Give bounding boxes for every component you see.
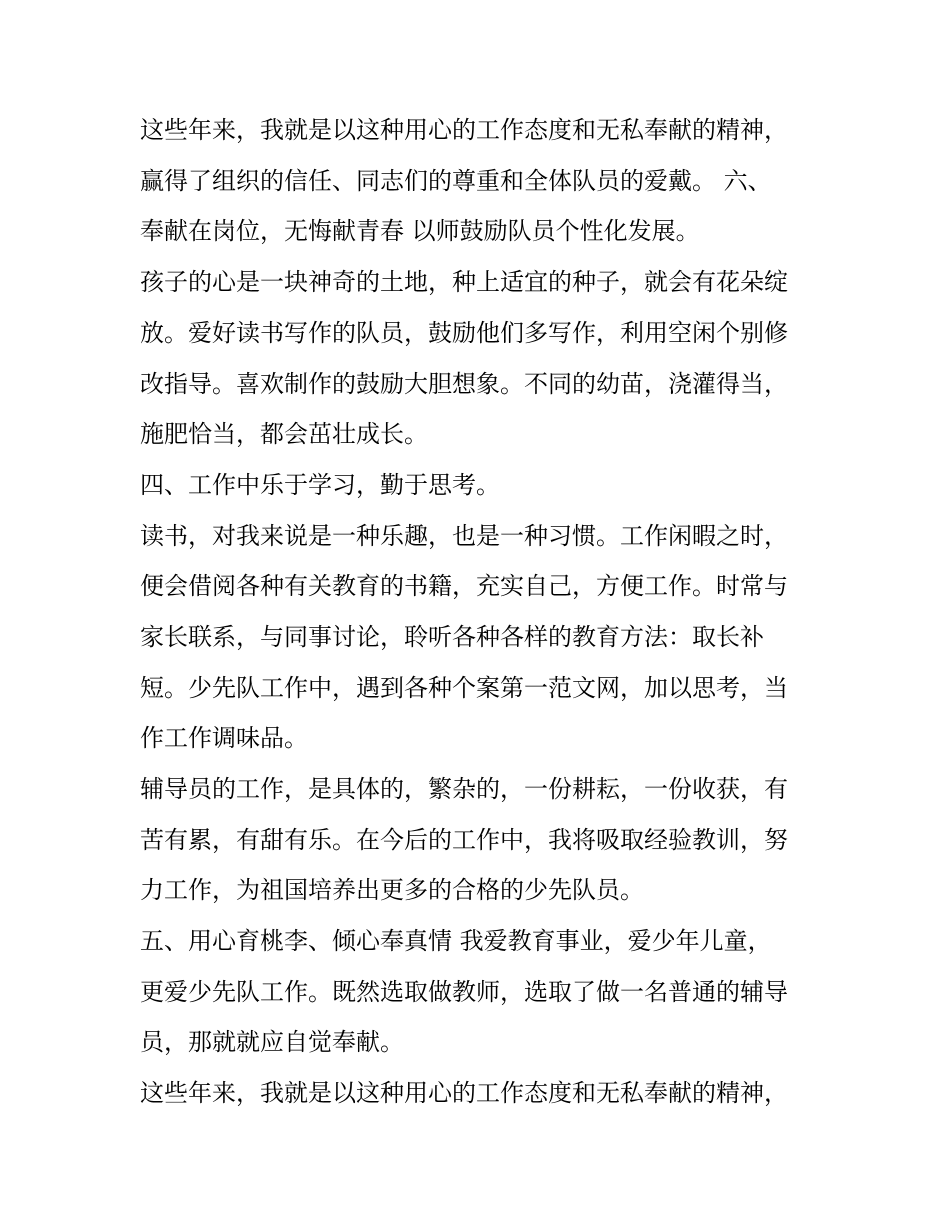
- text-line: 施肥恰当，都会茁壮成长。: [140, 420, 428, 448]
- text-line: 苦有累，有甜有乐。在今后的工作中，我将吸取经验教训，努: [140, 826, 788, 854]
- text-line: 便会借阅各种有关教育的书籍，充实自己，方便工作。时常与: [140, 572, 788, 600]
- section-heading: 五、用心育桃李、倾心奉真情 我爱教育事业，爱少年儿童，: [140, 927, 772, 955]
- text-line: 员，那就就应自觉奉献。: [140, 1028, 404, 1056]
- text-line: 改指导。喜欢制作的鼓励大胆想象。不同的幼苗，浇灌得当，: [140, 370, 788, 398]
- text-line: 作工作调味品。: [140, 724, 308, 752]
- text-line: 这些年来，我就是以这种用心的工作态度和无私奉献的精神，: [140, 116, 788, 144]
- text-line: 辅导员的工作，是具体的，繁杂的，一份耕耘，一份收获，有: [140, 775, 788, 803]
- text-line: 孩子的心是一块神奇的土地，种上适宜的种子，就会有花朵绽: [140, 268, 788, 296]
- text-line: 力工作，为祖国培养出更多的合格的少先队员。: [140, 876, 644, 904]
- text-line: 短。少先队工作中，遇到各种个案第一范文网，加以思考，当: [140, 674, 788, 702]
- text-line: 读书，对我来说是一种乐趣，也是一种习惯。工作闲暇之时，: [140, 522, 788, 550]
- text-line: 家长联系，与同事讨论，聆听各种各样的教育方法：取长补: [140, 623, 764, 651]
- text-line: 更爱少先队工作。既然选取做教师，选取了做一名普通的辅导: [140, 978, 788, 1006]
- text-line: 放。爱好读书写作的队员，鼓励他们多写作，利用空闲个别修: [140, 319, 788, 347]
- section-heading: 四、工作中乐于学习，勤于思考。: [140, 471, 500, 499]
- text-line: 这些年来，我就是以这种用心的工作态度和无私奉献的精神，: [140, 1079, 788, 1107]
- text-line: 奉献在岗位，无悔献青春 以师鼓励队员个性化发展。: [140, 217, 700, 245]
- text-line: 赢得了组织的信任、同志们的尊重和全体队员的爱戴。 六、: [140, 167, 772, 195]
